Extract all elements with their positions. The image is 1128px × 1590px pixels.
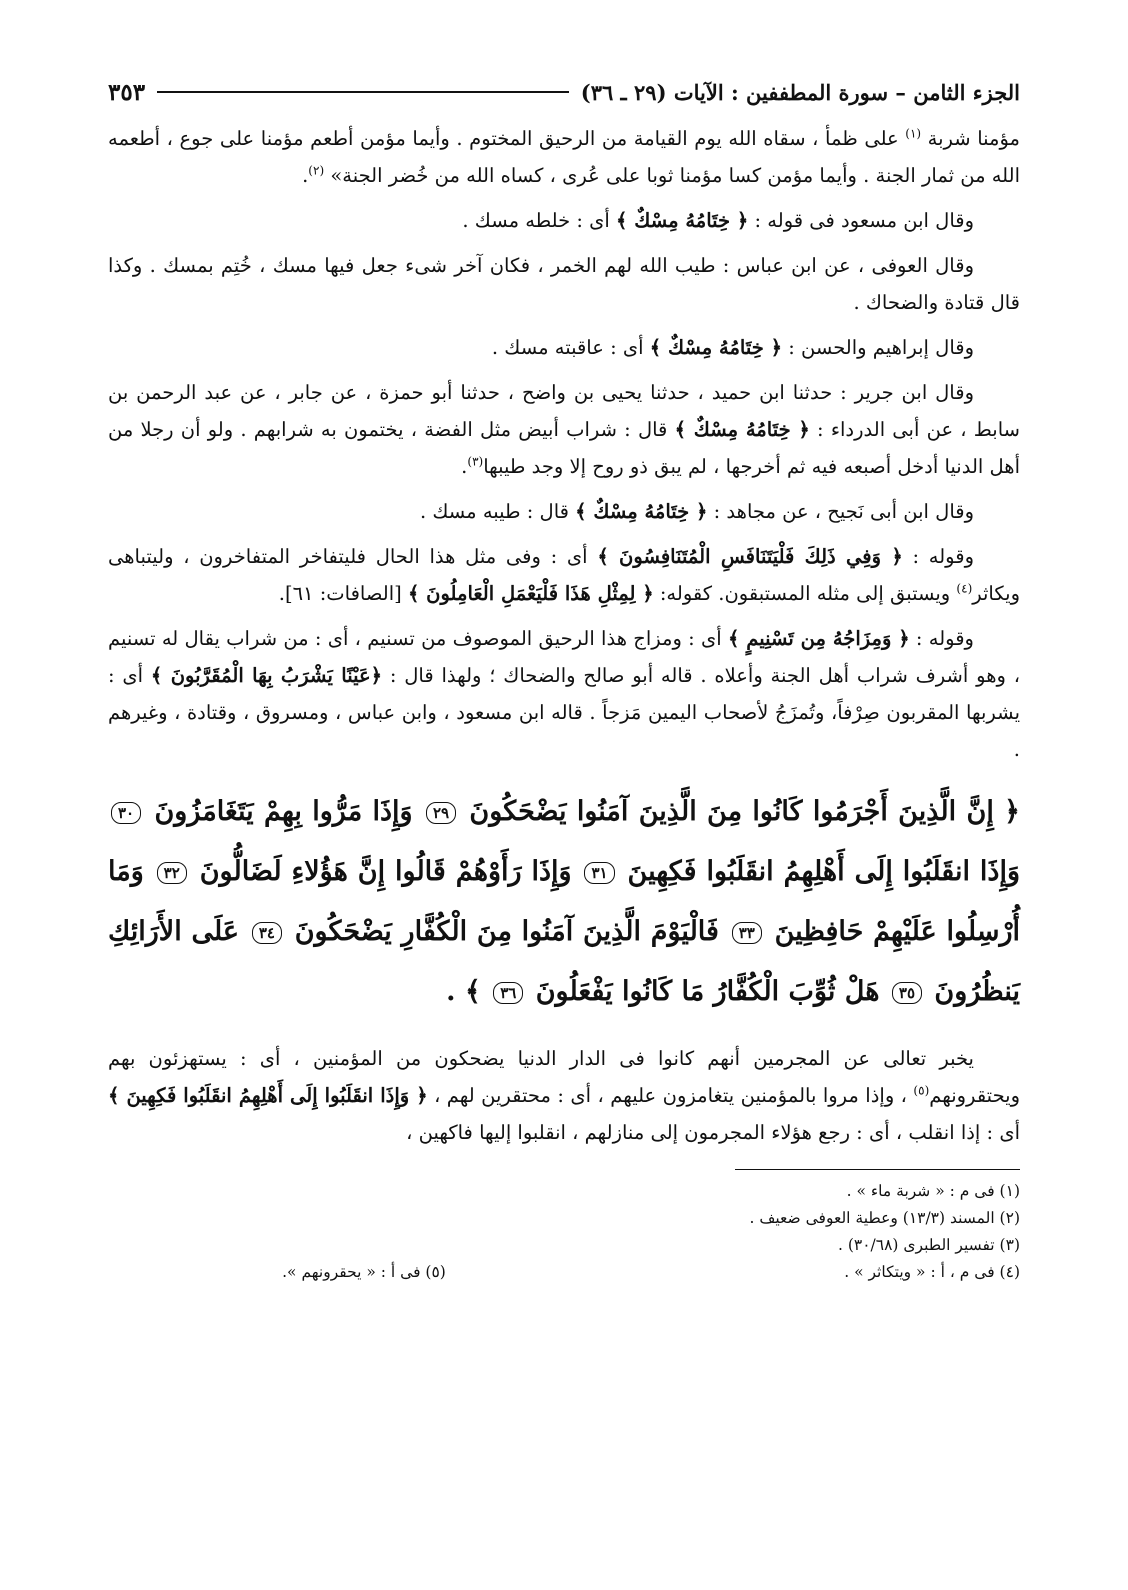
running-title: الجزء الثامن – سورة المطففين : الآيات (٢٩ ـ ٣٦)	[580, 79, 1020, 105]
quran-quote: ﴿ وَإِذَا انقَلَبُوا إِلَى أَهْلِهِمُ انقَلَبُوا فَكِهِينَ ﴾	[108, 1084, 428, 1107]
text-run: وقوله :	[909, 627, 974, 650]
verse-text: فَالْيَوْمَ الَّذِينَ آمَنُوا مِنَ الْكُفَّارِ يَضْحَكُونَ	[284, 916, 729, 947]
paragraph-p2	[108, 202, 1020, 239]
verse-text: وَمَا أُرْسِلُوا عَلَيْهِمْ حَافِظِينَ	[108, 856, 1021, 947]
text-run: أى : يشربها المقربون صِرْفاً، وتُمزَجُ لأصحاب اليمين مَزجاً . قاله ابن مسعود ، وابن عباس ، ومسروق ، وقتادة ، وغيرهم .	[108, 664, 1020, 761]
verse-number-marker: ٣٢	[157, 862, 187, 884]
quran-quote: ﴿عَيْنًا يَشْرَبُ بِهَا الْمُقَرَّبُونَ ﴾	[150, 664, 383, 687]
footnote-rule	[735, 1169, 1020, 1170]
footnote-1: (١) فى م : « شربة ماء » .	[846, 1182, 1020, 1200]
verse-text: ﴿ إِنَّ الَّذِينَ أَجْرَمُوا كَانُوا مِنَ الَّذِينَ آمَنُوا يَضْحَكُونَ	[459, 796, 1020, 827]
text-run: وقال إبراهيم والحسن :	[782, 336, 974, 359]
paragraph-p6	[108, 493, 1020, 530]
running-header	[108, 70, 1020, 114]
verse-number-marker: ٣٥	[892, 982, 922, 1004]
text-run: وقال ابن جرير : حدثنا ابن حميد ، حدثنا يحيى بن واضح ، حدثنا أبو حمزة ، عن جابر ، عن عبد الرحمن بن سابط ، عن أبى الدرداء :	[108, 381, 1020, 441]
page-number: ٣٥٣	[108, 78, 146, 106]
footnote-marker: (١)	[905, 126, 922, 141]
text-run: وقال ابن أبى نَجيح ، عن مجاهد :	[707, 500, 974, 523]
footnote-marker: (٥)	[913, 1083, 930, 1098]
header-rule	[157, 91, 569, 93]
verse-text: وَإِذَا انقَلَبُوا إِلَى أَهْلِهِمُ انقَلَبُوا فَكِهِينَ	[617, 856, 1020, 887]
verse-number-marker: ٢٩	[426, 802, 456, 824]
quran-verses-block	[108, 782, 1020, 1022]
book-page	[108, 70, 1020, 1286]
text-run: أى : عاقبته مسك .	[491, 336, 650, 359]
quran-quote: ﴿ خِتَامُهُ مِسْكٌ ﴾	[649, 336, 783, 359]
text-run: وقوله :	[902, 545, 974, 568]
verse-text: عَلَى الأَرَائِكِ يَنظُرُونَ	[108, 916, 1020, 1007]
footnote-3: (٣) تفسير الطبرى (٣٠/٦٨) .	[837, 1236, 1020, 1254]
quran-quote: ﴿ خِتَامُهُ مِسْكٌ ﴾	[616, 209, 749, 232]
text-run: .	[302, 164, 309, 187]
text-run: أى : ومزاج هذا الرحيق الموصوف من تسنيم ، أى : من شراب يقال له تسنيم ، وهو أشرف شراب أهل الجنة وأعلاه . قاله أبو صالح والضحاك ؛ ولهذا قال :	[108, 627, 1020, 687]
paragraph-p8	[108, 620, 1020, 768]
paragraph-p9	[108, 1040, 1020, 1151]
footnote-row	[108, 1259, 1020, 1286]
text-run: ، وإذا مروا بالمؤمنين يتغامزون عليهم ، أى : محتقرين لهم ،	[427, 1084, 914, 1107]
footnote-2: (٢) المسند (١٣/٣) وعطية العوفى ضعيف .	[749, 1209, 1020, 1227]
text-run: وقال العوفى ، عن ابن عباس : طيب الله لهم الخمر ، فكان آخر شىء جعل فيها مسك ، خُتِم بمسك . وكذا قال قتادة والضحاك .	[108, 254, 1020, 314]
footnote-5: (٥) فى أ : « يحقرونهم ».	[282, 1263, 446, 1281]
text-run: .	[461, 455, 468, 478]
paragraph-p5	[108, 374, 1020, 485]
footnote-marker: (٣)	[467, 454, 484, 469]
text-run: أى : وفى مثل هذا الحال فليتفاخر المتفاخرون ، وليتباهى ويكاثر	[108, 545, 1020, 605]
footnote-marker: (٤)	[956, 581, 973, 596]
quran-quote: ﴿ لِمِثْلِ هَذَا فَلْيَعْمَلِ الْعَامِلُونَ ﴾	[407, 582, 654, 605]
text-run: قال : طيبه مسك .	[419, 500, 576, 523]
text-run: وقال ابن مسعود فى قوله :	[748, 209, 974, 232]
text-run: يخبر تعالى عن المجرمين أنهم كانوا فى الدار الدنيا يضحكون من المؤمنين ، أى : يستهزئون بهم ويحتقرونهم	[108, 1047, 1020, 1107]
text-run: ويستبق إلى مثله المستبقون. كقوله:	[653, 582, 957, 605]
quran-quote: ﴿ وَمِزَاجُهُ مِن تَسْنِيمٍ ﴾	[727, 627, 910, 650]
text-run: أى : إذا انقلب ، أى : رجع هؤلاء المجرمون إلى منازلهم ، انقلبوا إليها فاكهين ،	[406, 1121, 1020, 1144]
quran-quote: ﴿ خِتَامُهُ مِسْكٌ ﴾	[575, 500, 708, 523]
text-run: [الصافات: ٦١].	[278, 582, 408, 605]
paragraph-group	[108, 120, 1020, 768]
verse-number-marker: ٣١	[584, 862, 614, 884]
verse-number-marker: ٣٤	[252, 922, 282, 944]
commentary-text	[108, 120, 1020, 1151]
verse-number-marker: ٣٦	[493, 982, 523, 1004]
verse-text: ﴾ .	[446, 976, 491, 1007]
verse-number-marker: ٣٣	[732, 922, 762, 944]
text-run: قال : شراب أبيض مثل الفضة ، يختمون به شرابهم . ولو أن رجلا من أهل الدنيا أدخل أصبعه فيه ثم أخرجها ، لم يبق ذو روح إلا وجد طيبها	[108, 418, 1020, 478]
quran-quote: ﴿ وَفِي ذَلِكَ فَلْيَتَنَافَسِ الْمُتَنَافِسُونَ ﴾	[597, 545, 903, 568]
verse-text: وَإِذَا مَرُّوا بِهِمْ يَتَغَامَزُونَ	[144, 796, 423, 827]
text-run: مؤمنا شربة	[921, 127, 1020, 150]
verse-number-marker: ٣٠	[111, 802, 141, 824]
paragraph-p1	[108, 120, 1020, 194]
footnote-marker: (٢)	[308, 163, 325, 178]
text-run: أى : خلطه مسك .	[462, 209, 617, 232]
footnotes	[108, 1169, 1020, 1286]
paragraph-group-after	[108, 1040, 1020, 1151]
quran-quote: ﴿ خِتَامُهُ مِسْكٌ ﴾	[674, 418, 810, 441]
verse-text: وَإِذَا رَأَوْهُمْ قَالُوا إِنَّ هَؤُلاءِ لَضَالُّونَ	[189, 856, 582, 887]
verse-text: هَلْ ثُوِّبَ الْكُفَّارُ مَا كَانُوا يَفْعَلُونَ	[526, 976, 889, 1007]
text-run: على ظمأ ، سقاه الله يوم القيامة من الرحيق المختوم . وأيما مؤمن أطعم مؤمنا على جوع ، أطعمه الله من ثمار الجنة . وأيما مؤمن كسا مؤمنا ثوبا على عُرى ، كساه الله من خُضر الجنة»	[108, 127, 1020, 187]
footnote-4: (٤) فى م ، أ : « ويتكاثر » .	[844, 1263, 1020, 1281]
paragraph-p4	[108, 329, 1020, 366]
paragraph-p3	[108, 247, 1020, 321]
paragraph-p7	[108, 538, 1020, 612]
